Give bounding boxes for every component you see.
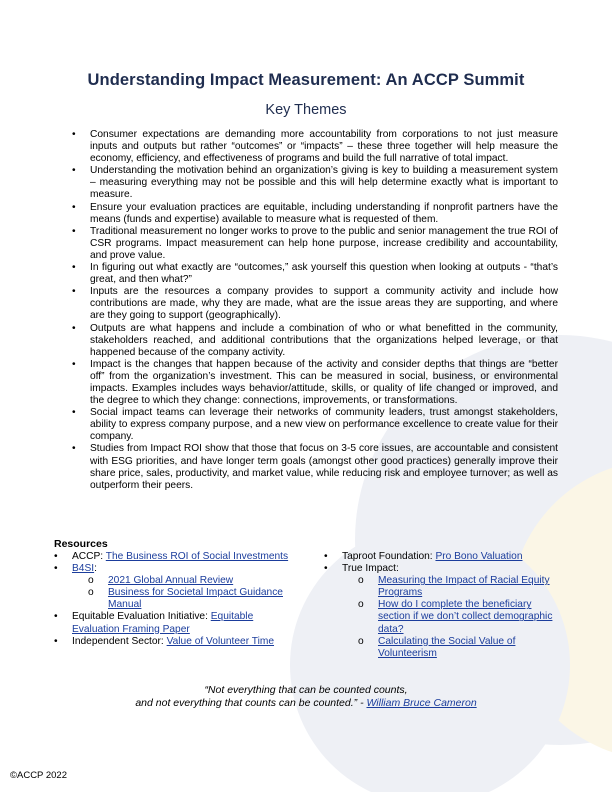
bullet-icon: • (72, 165, 76, 177)
circle-bullet-icon: o (358, 575, 364, 587)
bullet-icon: • (72, 358, 76, 370)
bullet-icon: • (72, 443, 76, 455)
page-subtitle: Key Themes (265, 102, 347, 118)
resource-item-independent-sector: • Independent Sector: Value of Volunteer Time (54, 635, 275, 647)
quote-line-2: and not everything that counts can be counted.” - William Bruce Cameron (135, 696, 477, 709)
bullet-icon: • (72, 286, 76, 298)
resource-subitem (324, 575, 564, 599)
bullet-icon: • (324, 551, 328, 562)
theme-item: • Outputs are what happens and include a combination of who or what benefitted in the community, stakeholders reached, and additional contributions that the organizations helped leverage, or that happened because of the company activity. (72, 322, 558, 358)
bullet-icon: • (72, 129, 76, 140)
guidance-manual-link[interactable]: Business for Societal Impact Guidance Manual (108, 587, 283, 611)
theme-item: • Inputs are the resources a company provides to support a community activity and include how contributions are made, why they are made, what are the issue areas they are supporting, and where are they going to support (geographically). (72, 286, 558, 322)
circle-bullet-icon: o (88, 575, 94, 587)
bullet-icon: • (72, 201, 76, 213)
circle-bullet-icon: o (358, 599, 364, 611)
accp-roi-link[interactable]: The Business ROI of Social Investments (105, 551, 289, 562)
bullet-icon: • (72, 225, 76, 237)
theme-item: • Understanding the motivation behind an organization’s giving is key to building a measurement system – measuring everything may not be possible and this will help determine exactly what is important to measure. (72, 165, 558, 201)
resource-subitem (54, 575, 294, 587)
beneficiary-section-link[interactable]: How do I complete the beneficiary section if we don’t collect demographic data? (378, 599, 553, 635)
volunteer-time-link[interactable]: Value of Volunteer Time (166, 635, 275, 647)
equitable-evaluation-link[interactable]: Equitable Evaluation Framing Paper (72, 611, 254, 635)
bullet-icon: • (54, 635, 58, 647)
bullet-icon: • (54, 551, 58, 562)
page-title: Understanding Impact Measurement: An ACCP Summit (87, 71, 525, 89)
closing-quote (0, 684, 612, 709)
resource-item-accp: • ACCP: The Business ROI of Social Investments (54, 551, 289, 562)
bullet-icon: • (54, 611, 58, 623)
resources-right-column (324, 551, 564, 660)
bullet-icon: • (54, 563, 58, 575)
theme-item: • In figuring out what exactly are “outcomes,” ask yourself this question when looking at outputs - “that’s great, and then what?” (72, 262, 558, 286)
quote-line-1: “Not everything that can be counted counts, (204, 684, 408, 696)
bullet-icon: • (72, 262, 76, 274)
circle-bullet-icon: o (358, 635, 364, 647)
copyright-notice: ©ACCP 2022 (10, 770, 67, 781)
circle-bullet-icon: o (88, 587, 94, 599)
theme-item: • Traditional measurement no longer works to prove to the public and senior management the true ROI of CSR programs. Impact measurement can help hone purpose, increase credibility and accountability, and prove value. (72, 225, 558, 261)
quote-author-link[interactable]: William Bruce Cameron (366, 696, 477, 709)
resource-subitem (324, 636, 564, 660)
resource-item-true-impact: • True Impact: (324, 563, 399, 575)
b4si-link[interactable]: B4SI (72, 563, 95, 575)
bullet-icon: • (72, 407, 76, 419)
resource-item-eei: • Equitable Evaluation Initiative: Equitable Evaluation Framing Paper (54, 611, 254, 635)
pro-bono-valuation-link[interactable]: Pro Bono Valuation (435, 551, 523, 562)
resource-subitem (324, 599, 564, 635)
racial-equity-link[interactable]: Measuring the Impact of Racial Equity Programs (378, 575, 550, 599)
resources-left-column (54, 551, 294, 648)
bullet-icon: • (72, 322, 76, 334)
key-themes-list (72, 129, 558, 492)
resource-subitem (54, 587, 294, 611)
theme-item: • Studies from Impact ROI show that those that focus on 3-5 core issues, are accountable and consistent with ESG priorities, and have longer term goals (amongst other good practices) generally improve their share price, sales, productivity, and market value, while reducing risk and employee turnover; as well as outperform their peers. (72, 443, 558, 491)
bullet-icon: • (324, 563, 328, 575)
theme-item: • Impact is the changes that happen because of the activity and consider depths that things are “better off” from the organization’s investment. This can be measured in social, business, or environmental impacts. Examples includes ways behavior/attitude, skills, or quality of life changed or improved, and the degree to which they change: connections, improvements, or transformations. (72, 358, 558, 407)
theme-item: • Social impact teams can leverage their networks of community leaders, trust amongst stakeholders, ability to express company purpose, and a new view on performance excellence to create value for their company. (72, 407, 558, 443)
volunteerism-value-link[interactable]: Calculating the Social Value of Volunteerism (378, 635, 516, 659)
global-annual-review-link[interactable]: 2021 Global Annual Review (108, 575, 234, 587)
theme-item: • Consumer expectations are demanding more accountability from corporations to not just measure inputs and outputs but rather “outcomes” or “impacts” – these three together will help measure the economy, efficiency, and effectiveness of programs and build the full narrative of total impact. (72, 129, 558, 165)
theme-item: • Ensure your evaluation practices are equitable, including understanding if nonprofit partners have the means (funds and expertise) available to measure what is requested of them. (72, 201, 558, 225)
resources-heading: Resources (54, 538, 108, 550)
resource-item-b4si: • B4SI: (54, 563, 97, 575)
resource-item-taproot: • Taproot Foundation: Pro Bono Valuation (324, 551, 523, 562)
